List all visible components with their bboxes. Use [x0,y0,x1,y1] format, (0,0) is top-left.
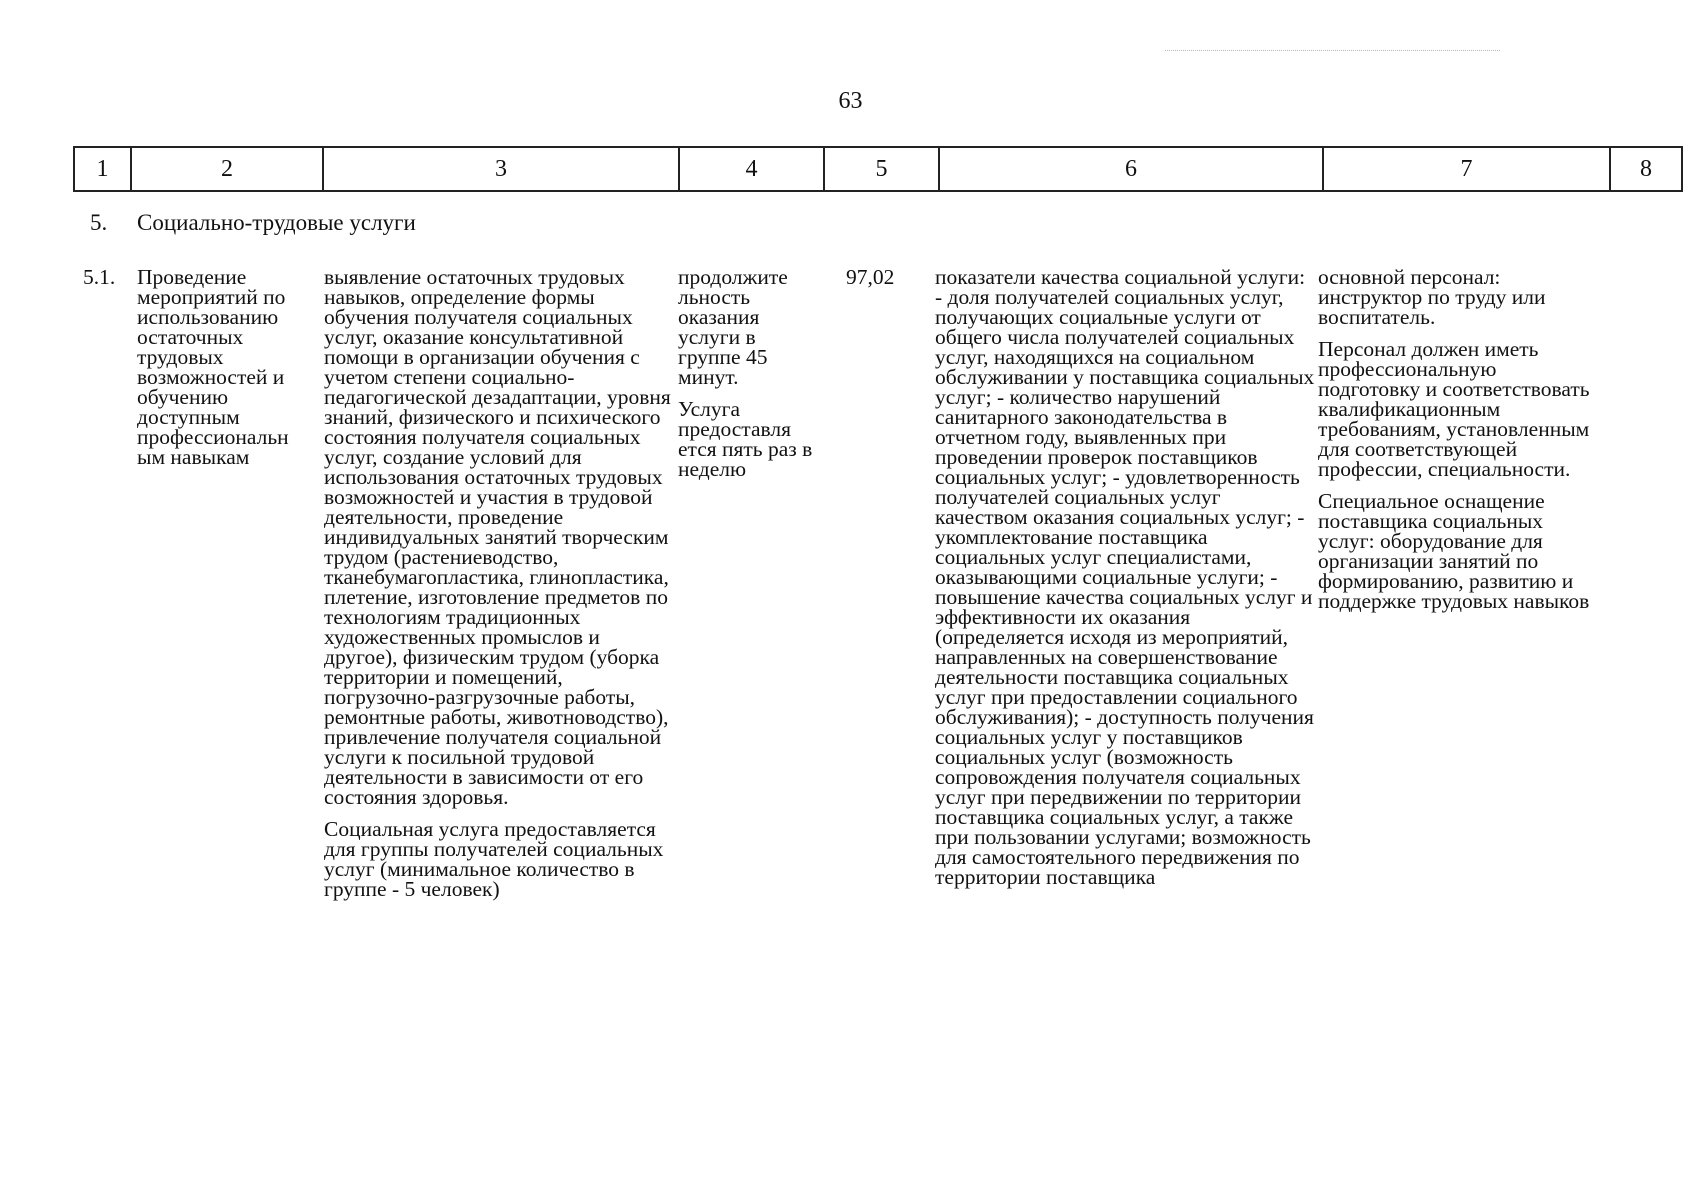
service-duration-cell [678,267,818,491]
service-description-cell [324,267,674,911]
row-number-text: 5.1. [83,265,116,289]
quality-indicators-cell [935,267,1315,899]
header-col-5: 5 [824,147,939,191]
header-col-4: 4 [679,147,824,191]
row-number [83,267,133,299]
quality-indicators: показатели качества социальной услуги: - доля получателей социальных услуг, получающих социальные услуги от общего числа получателей социальных услуг, находящихся на социальном обслуживании у поставщика социальных услуг; - количество нарушений санитарного законодательства в отчетном году, выявленных при проведении проверок поставщиков социальных услуг; - удовлетворенность получателей социальных услуг качеством оказания социальных услуг; - укомплектование поставщика социальных услуг специалистами, оказывающими социальные услуги; - повышение качества социальных услуг и эффективности их оказания (определяется исходя из мероприятий, направленных на совершенствование деятельности поставщика социальных услуг при предоставлении социального обслуживания); - доступность получения социальных услуг у поставщиков социальных услуг (возможность сопровождения получателя социальных услуг при передвижении по территории поставщика социальных услуг, а также при пользовании услугами; возможность для самостоятельного передвижения по территории поставщика [935,265,1315,889]
header-col-3: 3 [323,147,679,191]
service-tariff-cell [846,267,936,299]
staff-requirements-paragraph: Специальное оснащение поставщика социальных услуг: оборудование для организации занятий по формированию, развитию и поддержке трудовых навыков [1318,489,1590,613]
scan-artifact [1165,50,1500,51]
service-name-cell [137,267,317,479]
section-heading [90,210,416,236]
service-description-paragraph: выявление остаточных трудовых навыков, определение формы обучения получателя социальных услуг, оказание консультативной помощи в организации обучения с учетом степени социально-педагогической дезадаптации, уровня знаний, физического и психического состояния получателя социальных услуг, создание условий для использования остаточных трудовых возможностей и участия в трудовой деятельности, проведение индивидуальных занятий творческим трудом (растениеводство, тканебумагопластика, глинопластика, плетение, изготовление предметов по технологиям традиционных художественных промыслов и другое), физическим трудом (уборка территории и помещений, погрузочно-разгрузочные работы, ремонтные работы, животноводство), привлечение получателя социальной услуги к посильной трудовой деятельности в зависимости от его состояния здоровья. [324,265,671,809]
staff-requirements-paragraph: Персонал должен иметь профессиональную подготовку и соответствовать квалификационным требованиям, установленным для соответствующей профессии, специальности. [1318,337,1590,481]
service-name: Проведение мероприятий по использованию остаточных трудовых возможностей и обучению доступным профессиональн ым навыкам [137,265,289,469]
service-duration-paragraph: Услуга предоставля ется пять раз в неделю [678,397,813,481]
staff-requirements-paragraph: основной персонал: инструктор по труду или воспитатель. [1318,265,1546,329]
header-row [74,147,1682,191]
service-tariff: 97,02 [846,265,895,289]
header-col-7: 7 [1323,147,1610,191]
section-number: 5. [90,210,108,235]
column-number-header [73,146,1683,192]
page-number: 63 [838,88,863,114]
service-duration-paragraph: продолжите льность оказания услуги в группе 45 минут. [678,265,788,389]
section-title: Социально-трудовые услуги [137,210,416,235]
header-col-1: 1 [74,147,131,191]
header-col-8: 8 [1610,147,1682,191]
header-col-6: 6 [939,147,1323,191]
staff-requirements-cell [1318,267,1598,623]
service-description-paragraph: Социальная услуга предоставляется для группы получателей социальных услуг (минимальное количество в группе - 5 человек) [324,817,664,901]
header-col-2: 2 [131,147,323,191]
